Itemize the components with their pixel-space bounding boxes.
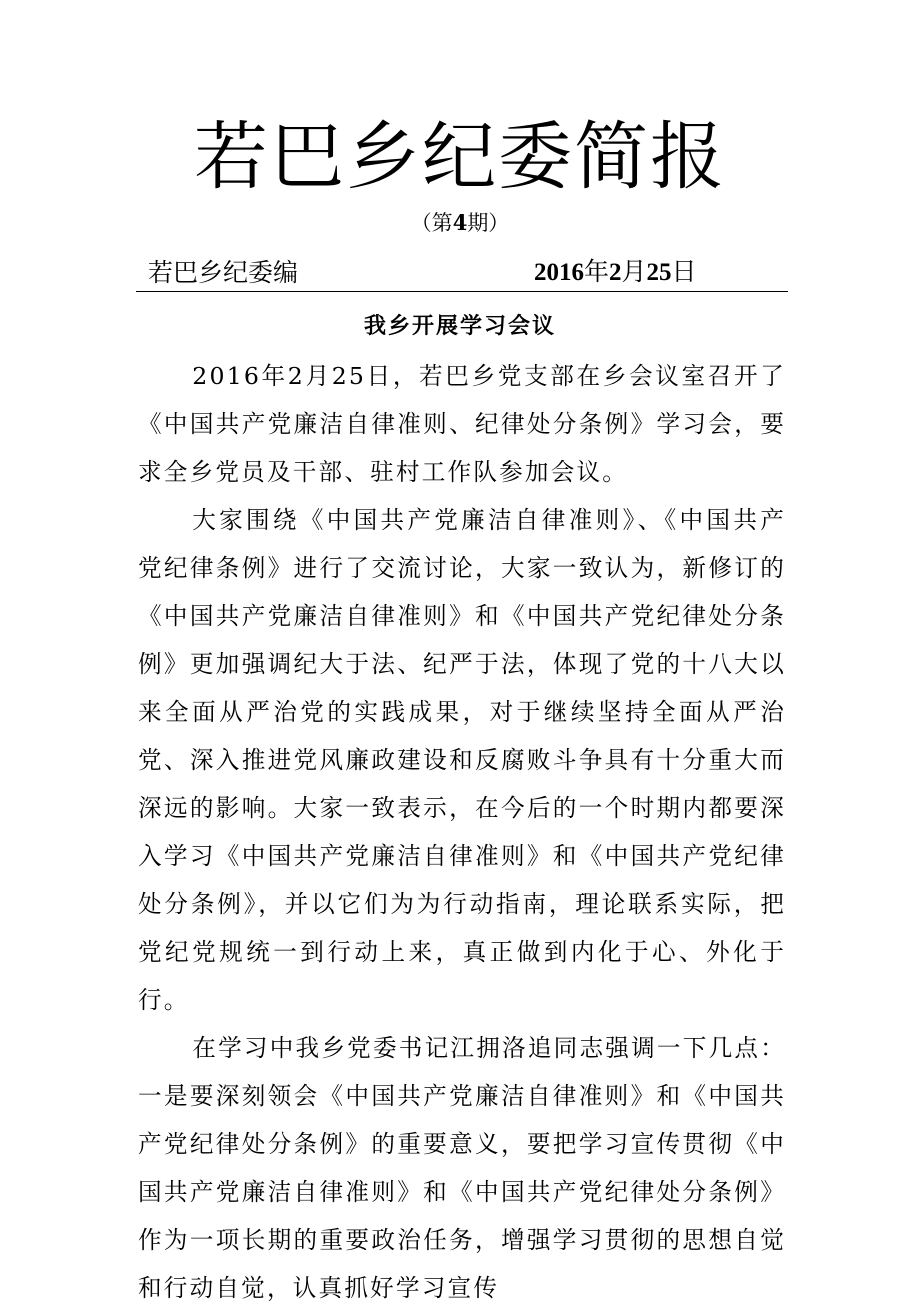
editor-label: 若巴乡纪委编 [148, 258, 299, 287]
issue-prefix: （第 [410, 211, 453, 235]
publish-date [534, 257, 697, 289]
issue-number-value: 4 [452, 210, 468, 235]
issue-number [0, 208, 920, 238]
date-year-unit: 年 [584, 259, 610, 286]
editor-date-line [136, 255, 788, 292]
date-day: 25 [646, 259, 672, 286]
date-month-unit: 月 [621, 259, 647, 286]
bulletin-title: 若巴乡纪委简报 [194, 114, 726, 200]
article-paragraph: 2016年2月25日，若巴乡党支部在乡会议室召开了《中国共产党廉洁自律准则、纪律处分条例》学习会，要求全乡党员及干部、驻村工作队参加会议。 [138, 362, 786, 486]
article-headline: 我乡开展学习会议 [363, 313, 556, 339]
date-month: 2 [609, 259, 622, 286]
article-paragraph: 在学习中我乡党委书记江拥洛追同志强调一下几点：一是要深刻领会《中国共产党廉洁自律准则》和《中国共产党纪律处分条例》的重要意义，要把学习宣传贯彻《中国共产党廉洁自律准则》和《中国共产党纪律处分条例》作为一项长期的重要政治任务，增强学习贯彻的思想自觉和行动自觉，认真抓好学习宣传 [138, 1034, 786, 1302]
date-year: 2016 [534, 259, 584, 286]
date-day-unit: 日 [671, 259, 697, 286]
article-paragraph: 大家围绕《中国共产党廉洁自律准则》、《中国共产党纪律条例》进行了交流讨论，大家一致认为，新修订的《中国共产党廉洁自律准则》和《中国共产党纪律处分条例》更加强调纪大于法、纪严于法，体现了党的十八大以来全面从严治党的实践成果，对于继续坚持全面从严治党、深入推进党风廉政建设和反腐败斗争具有十分重大而深远的影响。大家一致表示，在今后的一个时期内都要深入学习《中国共产党廉洁自律准则》和《中国共产党纪律处分条例》，并以它们为为行动指南，理论联系实际，把党纪党规统一到行动上来，真正做到内化于心、外化于行。 [138, 506, 786, 1014]
issue-suffix: 期） [467, 211, 510, 235]
article-body [138, 352, 786, 1312]
